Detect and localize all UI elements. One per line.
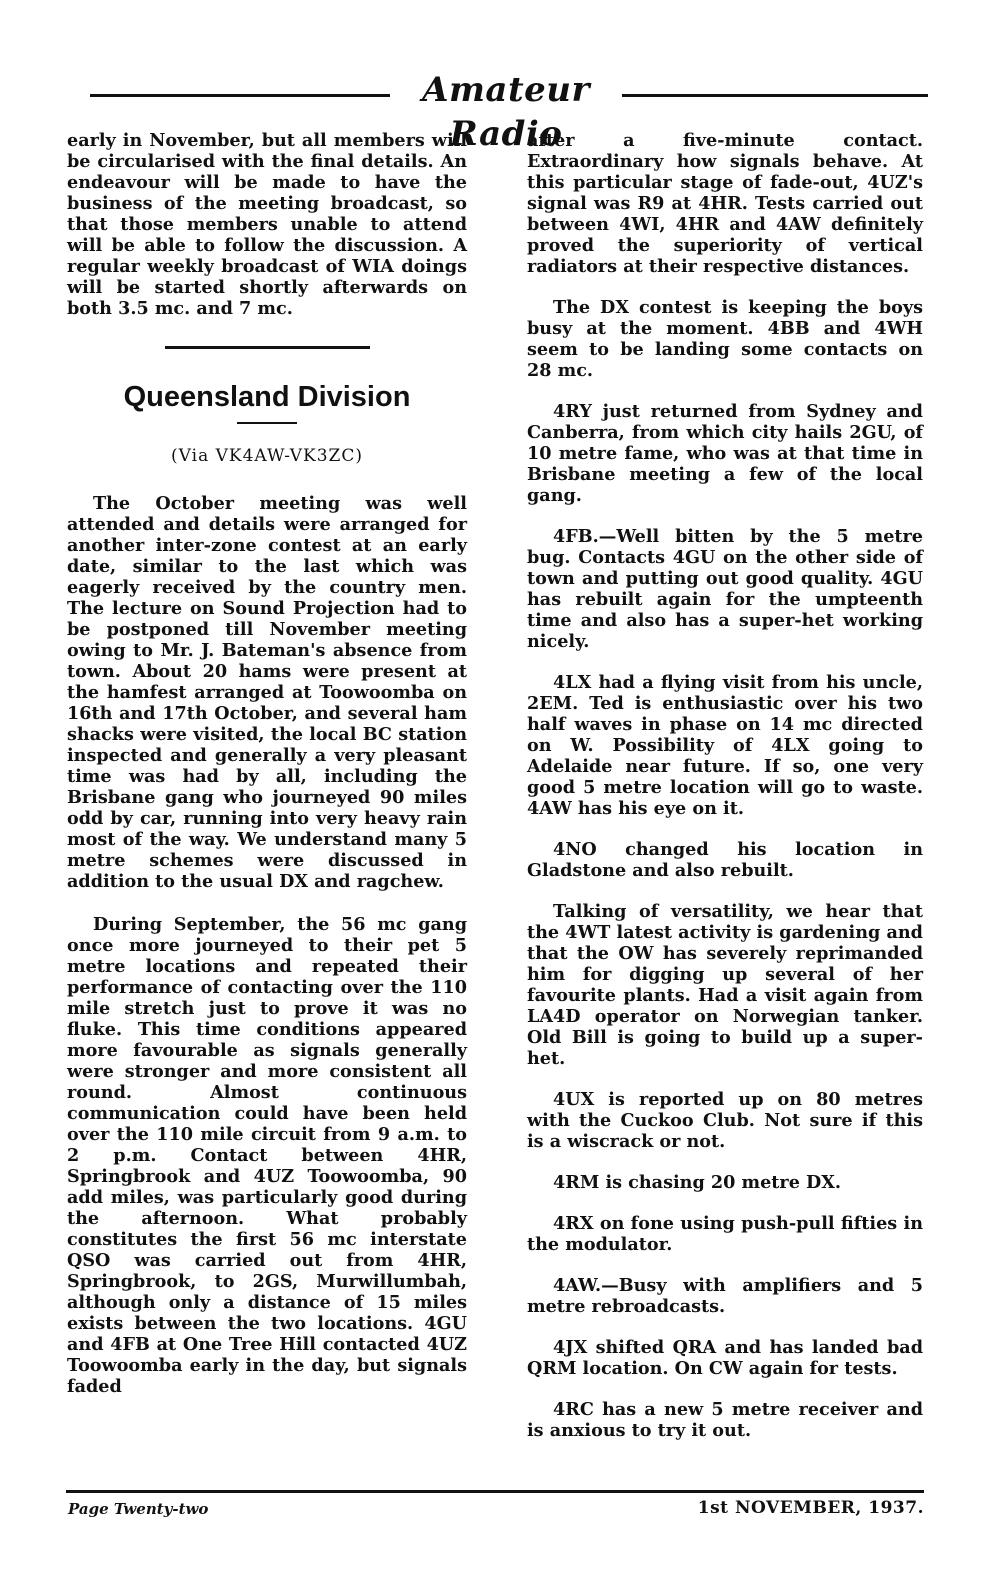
left-column bbox=[67, 130, 467, 1397]
masthead-rule-left bbox=[90, 94, 390, 97]
article-paragraph: The October meeting was well attended and details were arranged for another inter-zone contest at an early date, similar to the last which was eagerly received by the country men. The lecture on Sound Projection had to be postponed till November meeting owing to Mr. J. Bateman's absence from town. About 20 hams were present at the hamfest arranged at Toowoomba on 16th and 17th October, and several ham shacks were visited, the local BC station inspected and generally a very pleasant time was had by all, including the Brisbane gang who journeyed 90 miles odd by car, running into very heavy rain most of the way. We understand many 5 metre schemes were discussed in addition to the usual DX and ragchew. bbox=[67, 493, 467, 892]
page-number: Page Twenty-two bbox=[68, 1500, 209, 1518]
right-column bbox=[527, 130, 923, 1461]
byline: (Via VK4AW-VK3ZC) bbox=[171, 446, 363, 466]
article-paragraph: During September, the 56 mc gang once more journeyed to their pet 5 metre locations and repeated their performance of contacting over the 110 mile stretch just to prove it was no fluke. This time conditions appeared more favourable as signals generally were stronger and more consistent all round. Almost continuous communication could have been held over the 110 mile circuit from 9 a.m. to 2 p.m. Contact between 4HR, Springbrook and 4UZ Toowoomba, 90 add miles, was particularly good during the afternoon. What probably constitutes the first 56 mc interstate QSO was carried out from 4HR, Springbrook, to 2GS, Murwillumbah, although only a distance of 15 miles exists between the two locations. 4GU and 4FB at One Tree Hill contacted 4UZ Toowoomba early in the day, but signals faded bbox=[67, 914, 467, 1397]
article-paragraph: The DX contest is keeping the boys busy at the moment. 4BB and 4WH seem to be landing some contacts on 28 mc. bbox=[527, 297, 923, 381]
article-paragraph: 4NO changed his location in Gladstone and also rebuilt. bbox=[527, 839, 923, 881]
article-paragraph: 4RC has a new 5 metre receiver and is anxious to try it out. bbox=[527, 1399, 923, 1441]
issue-date: 1st NOVEMBER, 1937. bbox=[697, 1498, 924, 1518]
article-paragraph: 4AW.—Busy with amplifiers and 5 metre rebroadcasts. bbox=[527, 1275, 923, 1317]
article-paragraph: 4FB.—Well bitten by the 5 metre bug. Contacts 4GU on the other side of town and putting out good quality. 4GU has rebuilt again for the umpteenth time and also has a super-het working nicely. bbox=[527, 526, 923, 652]
article-paragraph: 4UX is reported up on 80 metres with the Cuckoo Club. Not sure if this is a wiscrack or not. bbox=[527, 1089, 923, 1152]
masthead-rule-right bbox=[622, 94, 928, 97]
article-paragraph: 4JX shifted QRA and has landed bad QRM location. On CW again for tests. bbox=[527, 1337, 923, 1379]
footer-rule bbox=[66, 1490, 924, 1493]
article-paragraph: 4RM is chasing 20 metre DX. bbox=[553, 1172, 842, 1193]
section-divider bbox=[165, 346, 370, 349]
section-heading: Queensland Division bbox=[123, 381, 411, 413]
right-continuation-paragraph: after a five-minute contact. Extraordinary how signals behave. At this particular stage of fade-out, 4UZ's signal was R9 at 4HR. Tests carried out between 4WI, 4HR and 4AW definitely proved the superiority of vertical radiators at their respective distances. bbox=[527, 130, 923, 277]
heading-underline bbox=[237, 422, 297, 424]
masthead-title: Amateur Radio bbox=[422, 70, 590, 154]
article-paragraph: 4LX had a flying visit from his uncle, 2EM. Ted is enthusiastic over his two half waves in phase on 14 mc directed on W. Possibility of 4LX going to Adelaide near future. If so, one very good 5 metre location will go to waste. 4AW has his eye on it. bbox=[527, 672, 923, 819]
article-paragraph: 4RY just returned from Sydney and Canberra, from which city hails 2GU, of 10 metre fame, who was at that time in Brisbane meeting a few of the local gang. bbox=[527, 401, 923, 506]
article-paragraph: Talking of versatility, we hear that the 4WT latest activity is gardening and that the OW has severely reprimanded him for digging up several of her favourite plants. Had a visit again from LA4D operator on Norwegian tanker. Old Bill is going to build up a super-het. bbox=[527, 901, 923, 1069]
article-paragraph: 4RX on fone using push-pull fifties in the modulator. bbox=[527, 1213, 923, 1255]
left-continuation-paragraph: early in November, but all members will be circularised with the final details. An endeavour will be made to have the business of the meeting broadcast, so that those members unable to attend will be able to follow the discussion. A regular weekly broadcast of WIA doings will be started shortly afterwards on both 3.5 mc. and 7 mc. bbox=[67, 130, 467, 319]
masthead bbox=[90, 68, 928, 154]
